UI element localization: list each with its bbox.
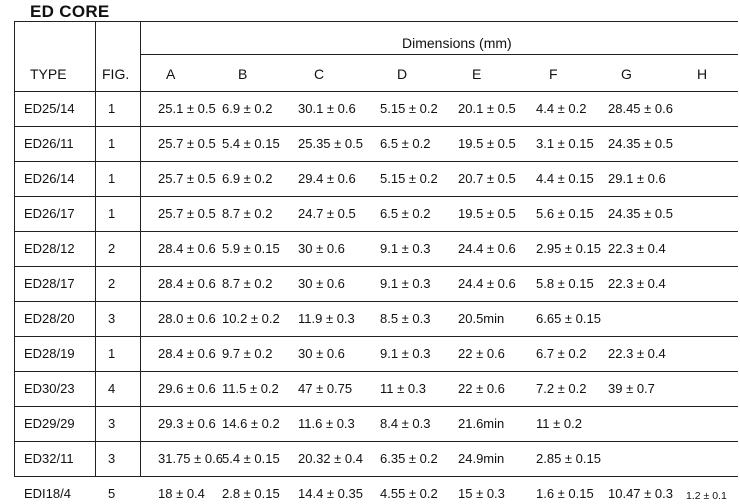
column-header-a: A (166, 66, 176, 82)
dimension-cell-b: 6.9 ± 0.2 (222, 171, 273, 186)
dimension-cell-a: 28.4 ± 0.6 (158, 241, 216, 256)
row-fig: 3 (108, 311, 116, 326)
dimension-cell-d: 5.15 ± 0.2 (380, 101, 438, 116)
dimension-cell-c: 20.32 ± 0.4 (298, 451, 363, 466)
dimension-cell-f: 5.6 ± 0.15 (536, 206, 594, 221)
row-type: ED28/12 (24, 241, 75, 256)
dimension-cell-b: 5.4 ± 0.15 (222, 451, 280, 466)
dimension-cell-e: 15 ± 0.3 (458, 486, 505, 501)
dimension-cell-f: 11 ± 0.2 (536, 416, 582, 431)
dimension-cell-c: 30 ± 0.6 (298, 241, 345, 256)
column-header-c: C (314, 66, 325, 82)
dimension-cell-c: 24.7 ± 0.5 (298, 206, 356, 221)
row-fig: 2 (108, 241, 116, 256)
row-type: ED32/11 (24, 451, 74, 466)
dimension-cell-g: 39 ± 0.7 (608, 381, 655, 396)
dimension-cell-c: 14.4 ± 0.35 (298, 486, 363, 501)
dimension-cell-e: 20.1 ± 0.5 (458, 101, 516, 116)
dimension-cell-b: 5.9 ± 0.15 (222, 241, 280, 256)
dimension-cell-e: 19.5 ± 0.5 (458, 136, 516, 151)
dimension-cell-f: 3.1 ± 0.15 (536, 136, 594, 151)
dimension-cell-e: 24.4 ± 0.6 (458, 241, 516, 256)
row-fig: 1 (108, 206, 116, 221)
dimension-cell-a: 25.7 ± 0.5 (158, 206, 216, 221)
dimension-cell-b: 11.5 ± 0.2 (222, 381, 279, 396)
row-fig: 1 (108, 101, 116, 116)
row-divider (14, 196, 738, 197)
dimension-cell-d: 9.1 ± 0.3 (380, 346, 431, 361)
dimension-cell-g: 10.47 ± 0.3 (608, 486, 673, 501)
dimension-cell-g: 22.3 ± 0.4 (608, 241, 666, 256)
dimension-cell-c: 30.1 ± 0.6 (298, 101, 356, 116)
row-type: ED28/19 (24, 346, 75, 361)
dimension-cell-f: 2.95 ± 0.15 (536, 241, 601, 256)
dimension-cell-d: 6.35 ± 0.2 (380, 451, 438, 466)
column-header-h: H (697, 66, 708, 82)
dimension-cell-g: 22.3 ± 0.4 (608, 276, 666, 291)
row-fig: 1 (108, 171, 116, 186)
dimension-cell-d: 6.5 ± 0.2 (380, 136, 431, 151)
column-header-d: D (397, 66, 408, 82)
dimension-cell-e: 20.7 ± 0.5 (458, 171, 516, 186)
dimensions-header: Dimensions (mm) (402, 35, 512, 51)
column-header-b: B (238, 66, 248, 82)
dimension-cell-b: 10.2 ± 0.2 (222, 311, 280, 326)
dimension-cell-c: 30 ± 0.6 (298, 346, 345, 361)
dimension-cell-c: 30 ± 0.6 (298, 276, 345, 291)
row-fig: 1 (108, 136, 116, 151)
dimension-cell-g: 22.3 ± 0.4 (608, 346, 666, 361)
dimension-cell-c: 11.9 ± 0.3 (298, 311, 355, 326)
row-fig: 3 (108, 451, 116, 466)
dimension-cell-a: 28.4 ± 0.6 (158, 346, 216, 361)
row-type: ED30/23 (24, 381, 75, 396)
dimension-cell-a: 28.0 ± 0.6 (158, 311, 216, 326)
row-type: ED26/14 (24, 171, 75, 186)
dimension-cell-f: 1.6 ± 0.15 (536, 486, 594, 501)
dimension-cell-a: 25.1 ± 0.5 (158, 101, 216, 116)
dimension-cell-a: 29.6 ± 0.6 (158, 381, 216, 396)
dimension-cell-b: 6.9 ± 0.2 (222, 101, 273, 116)
dimension-cell-b: 9.7 ± 0.2 (222, 346, 273, 361)
dimension-cell-d: 9.1 ± 0.3 (380, 241, 431, 256)
dimension-cell-a: 29.3 ± 0.6 (158, 416, 216, 431)
dimension-cell-f: 5.8 ± 0.15 (536, 276, 594, 291)
dimension-cell-a: 31.75 ± 0.6 (158, 451, 223, 466)
dimension-cell-e: 19.5 ± 0.5 (458, 206, 516, 221)
dimension-cell-d: 11 ± 0.3 (380, 381, 426, 396)
dimension-cell-g: 24.35 ± 0.5 (608, 136, 673, 151)
row-divider (14, 406, 738, 407)
dimension-cell-g: 28.45 ± 0.6 (608, 101, 673, 116)
dimension-cell-e: 24.9min (458, 451, 505, 466)
dimension-cell-d: 5.15 ± 0.2 (380, 171, 438, 186)
dimension-cell-f: 4.4 ± 0.2 (536, 101, 587, 116)
dimension-cell-e: 22 ± 0.6 (458, 381, 505, 396)
row-type: ED25/14 (24, 101, 75, 116)
row-divider (14, 161, 738, 162)
row-type: EDI18/4 (24, 486, 71, 501)
dimension-cell-b: 2.8 ± 0.15 (222, 486, 280, 501)
dimension-cell-f: 6.65 ± 0.15 (536, 311, 601, 326)
dimension-cell-e: 24.4 ± 0.6 (458, 276, 516, 291)
dimensions-divider (140, 54, 738, 55)
dimension-cell-e: 20.5min (458, 311, 505, 326)
row-divider (14, 126, 738, 127)
row-type: ED26/11 (24, 136, 74, 151)
dimension-cell-c: 25.35 ± 0.5 (298, 136, 363, 151)
row-fig: 3 (108, 416, 116, 431)
column-header-g: G (621, 66, 632, 82)
type-fig-divider (95, 21, 96, 476)
dimension-cell-b: 8.7 ± 0.2 (222, 206, 273, 221)
dimension-cell-b: 8.7 ± 0.2 (222, 276, 273, 291)
row-divider (14, 91, 738, 92)
row-type: ED28/17 (24, 276, 75, 291)
column-header-e: E (472, 66, 482, 82)
dimension-cell-a: 28.4 ± 0.6 (158, 276, 216, 291)
dimension-cell-g: 24.35 ± 0.5 (608, 206, 673, 221)
dimension-cell-d: 6.5 ± 0.2 (380, 206, 431, 221)
dimension-cell-f: 2.85 ± 0.15 (536, 451, 601, 466)
type-header: TYPE (30, 66, 67, 82)
table-title: ED CORE (30, 2, 110, 21)
row-type: ED29/29 (24, 416, 75, 431)
fig-dimensions-divider (140, 21, 141, 476)
row-fig: 4 (108, 381, 116, 396)
dimension-cell-e: 22 ± 0.6 (458, 346, 505, 361)
row-divider (14, 231, 738, 232)
row-divider (14, 371, 738, 372)
dimension-cell-c: 47 ± 0.75 (298, 381, 353, 396)
dimension-cell-c: 29.4 ± 0.6 (298, 171, 356, 186)
fig-header: FIG. (102, 66, 130, 82)
dimension-cell-g: 29.1 ± 0.6 (608, 171, 666, 186)
column-header-f: F (549, 66, 558, 82)
row-divider (14, 441, 738, 442)
row-type: ED28/20 (24, 311, 75, 326)
table-top-border (14, 21, 738, 22)
dimension-cell-e: 21.6min (458, 416, 505, 431)
row-divider (14, 301, 738, 302)
dimension-cell-d: 9.1 ± 0.3 (380, 276, 431, 291)
row-fig: 5 (108, 486, 116, 501)
dimension-cell-b: 5.4 ± 0.15 (222, 136, 280, 151)
row-fig: 2 (108, 276, 116, 291)
dimension-cell-a: 25.7 ± 0.5 (158, 171, 216, 186)
dimension-cell-h: 1.2 ± 0.1 (686, 490, 727, 502)
row-fig: 1 (108, 346, 116, 361)
dimension-cell-a: 25.7 ± 0.5 (158, 136, 216, 151)
dimension-cell-a: 18 ± 0.4 (158, 486, 205, 501)
dimension-cell-b: 14.6 ± 0.2 (222, 416, 280, 431)
dimension-cell-d: 8.5 ± 0.3 (380, 311, 431, 326)
dimension-cell-f: 7.2 ± 0.2 (536, 381, 587, 396)
dimension-cell-d: 4.55 ± 0.2 (380, 486, 438, 501)
left-border (14, 21, 15, 476)
row-type: ED26/17 (24, 206, 75, 221)
dimension-cell-c: 11.6 ± 0.3 (298, 416, 355, 431)
dimension-cell-d: 8.4 ± 0.3 (380, 416, 431, 431)
dimension-cell-f: 6.7 ± 0.2 (536, 346, 587, 361)
row-divider (14, 266, 738, 267)
row-divider (14, 336, 738, 337)
dimension-cell-f: 4.4 ± 0.15 (536, 171, 594, 186)
